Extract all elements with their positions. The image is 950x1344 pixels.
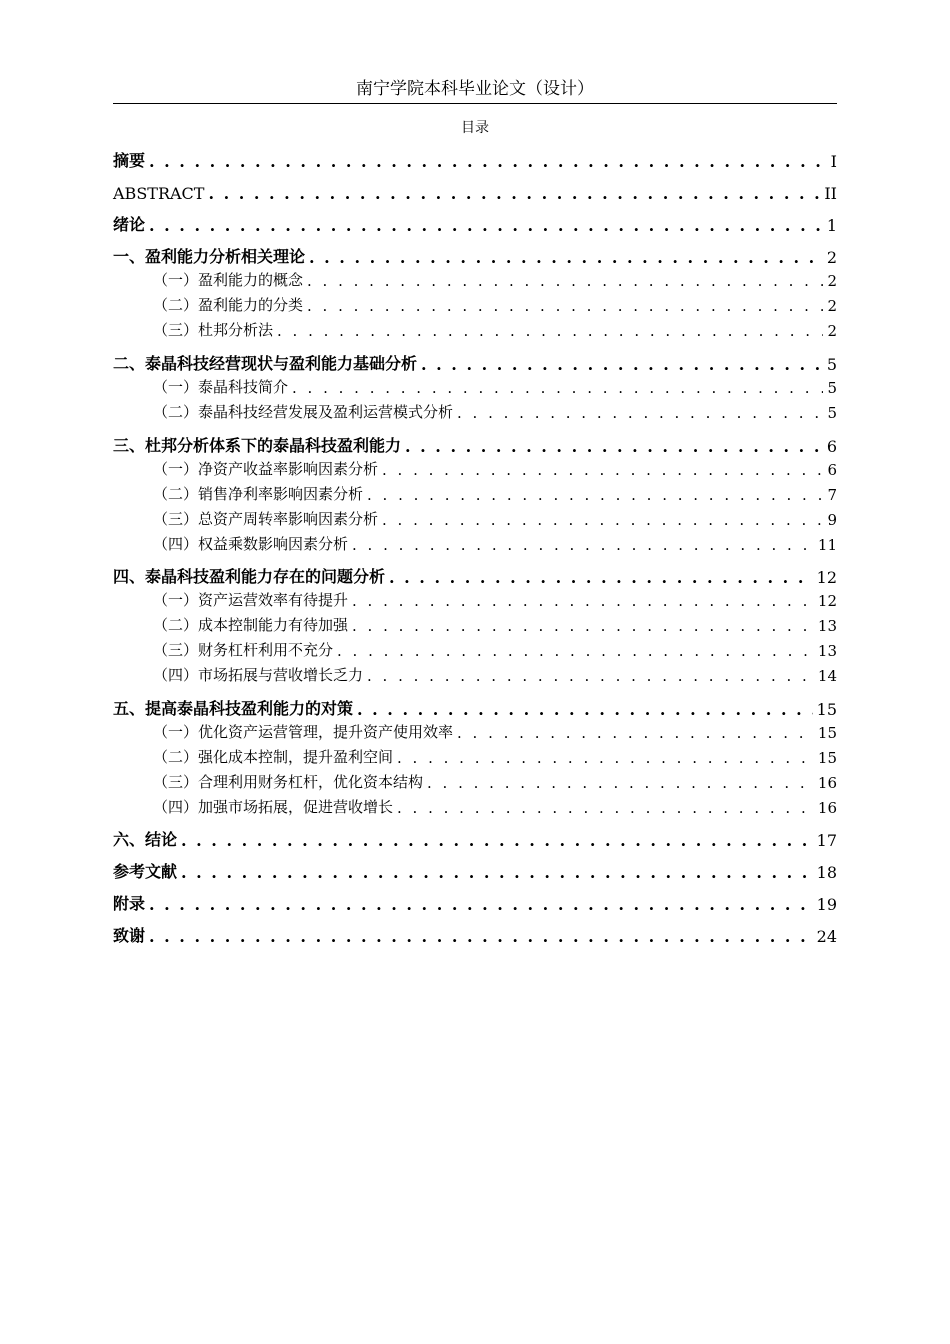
toc-leader — [277, 322, 823, 340]
toc-entry-page: 13 — [817, 642, 837, 660]
toc-entry[interactable] — [113, 211, 837, 235]
toc-entry-label: （四）权益乘数影响因素分析 — [153, 535, 349, 553]
toc-subentry[interactable] — [113, 745, 837, 767]
toc-subentry[interactable] — [113, 375, 837, 397]
toc-entry[interactable] — [113, 350, 837, 374]
toc-entry-page: 15 — [817, 749, 837, 767]
toc-leader — [149, 927, 813, 946]
toc-entry-page: 2 — [826, 248, 837, 267]
toc-leader — [292, 379, 823, 397]
toc-subentry[interactable] — [113, 400, 837, 422]
toc-leader — [405, 437, 823, 456]
toc-entry[interactable] — [113, 858, 837, 882]
toc-entry-label: （三）杜邦分析法 — [153, 321, 274, 339]
toc-entry-page: 9 — [827, 511, 837, 529]
toc-entry-label: 附录 — [113, 894, 146, 913]
toc-entry-page: 2 — [827, 272, 837, 290]
toc-entry-label: （四）加强市场拓展，促进营收增长 — [153, 798, 394, 816]
toc-leader — [352, 592, 814, 610]
toc-entry-page: 12 — [816, 568, 837, 587]
toc-leader — [382, 461, 823, 479]
toc-entry-label: 致谢 — [113, 926, 146, 945]
toc-entry[interactable] — [113, 922, 837, 946]
toc-leader — [382, 511, 823, 529]
toc-leader — [357, 700, 813, 719]
toc-entry-label: 五、提高泰晶科技盈利能力的对策 — [113, 699, 354, 718]
toc-entry-page: 5 — [826, 355, 837, 374]
toc-entry-page: 5 — [827, 404, 837, 422]
toc-entry-page: 11 — [817, 536, 837, 554]
toc-heading: 目录 — [461, 120, 489, 136]
toc-entry-page: 7 — [827, 486, 837, 504]
toc-entry-label: （二）强化成本控制，提升盈利空间 — [153, 748, 394, 766]
toc-entry-page: 24 — [816, 927, 837, 946]
toc-entry-label: （四）市场拓展与营收增长乏力 — [153, 666, 364, 684]
header-rule — [113, 103, 837, 104]
toc-leader — [397, 799, 814, 817]
toc-subentry[interactable] — [113, 482, 837, 504]
toc-subentry[interactable] — [113, 268, 837, 290]
toc-entry-page: 15 — [816, 700, 837, 719]
toc-entry-label: （二）销售净利率影响因素分析 — [153, 485, 364, 503]
toc-subentry[interactable] — [113, 532, 837, 554]
toc-entry-page: 15 — [817, 724, 837, 742]
toc-entry-label: 摘要 — [113, 151, 146, 170]
toc-leader — [181, 831, 813, 850]
toc-leader — [337, 642, 814, 660]
toc-entry[interactable] — [113, 432, 837, 456]
toc-subentry[interactable] — [113, 720, 837, 742]
toc-entry-label: ABSTRACT — [113, 184, 205, 203]
toc-entry-label: （一）优化资产运营管理，提升资产使用效率 — [153, 723, 454, 741]
toc-entry-label: （一）资产运营效率有待提升 — [153, 591, 349, 609]
toc-entry[interactable] — [113, 243, 837, 267]
toc-subentry[interactable] — [113, 795, 837, 817]
toc-leader — [208, 184, 820, 203]
toc-leader — [457, 404, 823, 422]
toc-entry-page: 2 — [827, 322, 837, 340]
toc-leader — [307, 272, 823, 290]
toc-entry-page: I — [830, 152, 837, 171]
toc-entry-label: 二、泰晶科技经营现状与盈利能力基础分析 — [113, 354, 418, 373]
toc-leader — [427, 774, 814, 792]
toc-entry-page: 17 — [816, 831, 837, 850]
toc-leader — [149, 895, 813, 914]
toc-entry[interactable] — [113, 563, 837, 587]
toc-entry-label: （二）泰晶科技经营发展及盈利运营模式分析 — [153, 403, 454, 421]
toc-entry-page: 16 — [817, 799, 837, 817]
toc-leader — [367, 667, 814, 685]
toc-leader — [389, 568, 813, 587]
toc-entry-label: 一、盈利能力分析相关理论 — [113, 247, 306, 266]
toc-entry[interactable] — [113, 826, 837, 850]
toc-entry-page: 6 — [826, 437, 837, 456]
toc-entry-label: 绪论 — [113, 215, 146, 234]
toc-entry-label: （三）合理利用财务杠杆，优化资本结构 — [153, 773, 424, 791]
toc-entry-page: 2 — [827, 297, 837, 315]
toc-subentry[interactable] — [113, 293, 837, 315]
toc-leader — [181, 863, 813, 882]
toc-entry-label: （一）泰晶科技简介 — [153, 378, 289, 396]
toc-leader — [352, 536, 814, 554]
toc-entry-label: 四、泰晶科技盈利能力存在的问题分析 — [113, 567, 386, 586]
toc-entry-label: （三）财务杠杆利用不充分 — [153, 641, 334, 659]
toc-leader — [149, 152, 827, 171]
toc-entry-label: 三、杜邦分析体系下的泰晶科技盈利能力 — [113, 436, 402, 455]
toc-leader — [149, 216, 823, 235]
toc-entry-page: 12 — [817, 592, 837, 610]
toc-subentry[interactable] — [113, 613, 837, 635]
toc-leader — [307, 297, 823, 315]
toc-subentry[interactable] — [113, 663, 837, 685]
toc-subentry[interactable] — [113, 770, 837, 792]
toc-subentry[interactable] — [113, 457, 837, 479]
toc-entry-label: （一）盈利能力的概念 — [153, 271, 304, 289]
toc-entry-label: （二）成本控制能力有待加强 — [153, 616, 349, 634]
toc-entry-page: 16 — [817, 774, 837, 792]
toc-leader — [397, 749, 814, 767]
toc-leader — [457, 724, 814, 742]
toc-entry-page: 5 — [827, 379, 837, 397]
toc-leader — [367, 486, 823, 504]
toc-subentry[interactable] — [113, 318, 837, 340]
toc-entry-label: （二）盈利能力的分类 — [153, 296, 304, 314]
toc-entry-page: 14 — [817, 667, 837, 685]
toc-subentry[interactable] — [113, 638, 837, 660]
toc-entry-label: （三）总资产周转率影响因素分析 — [153, 510, 379, 528]
toc-subentry[interactable] — [113, 588, 837, 610]
toc-entry-page: 19 — [816, 895, 837, 914]
toc-leader — [352, 617, 814, 635]
toc-entry-page: 18 — [816, 863, 837, 882]
toc-subentry[interactable] — [113, 507, 837, 529]
toc-leader — [309, 248, 823, 267]
toc-entry-label: （一）净资产收益率影响因素分析 — [153, 460, 379, 478]
toc-entry-page: II — [824, 184, 837, 203]
toc-entry-label: 六、结论 — [113, 830, 178, 849]
toc-entry[interactable] — [113, 179, 837, 203]
toc-entry-label: 参考文献 — [113, 862, 178, 881]
toc-entry[interactable] — [113, 890, 837, 914]
toc-entry-page: 1 — [826, 216, 837, 235]
toc-entry-page: 6 — [827, 461, 837, 479]
toc-entry-page: 13 — [817, 617, 837, 635]
toc-entry[interactable] — [113, 147, 837, 171]
toc-leader — [421, 355, 823, 374]
running-header: 南宁学院本科毕业论文（设计） — [356, 79, 594, 99]
toc-entry[interactable] — [113, 695, 837, 719]
